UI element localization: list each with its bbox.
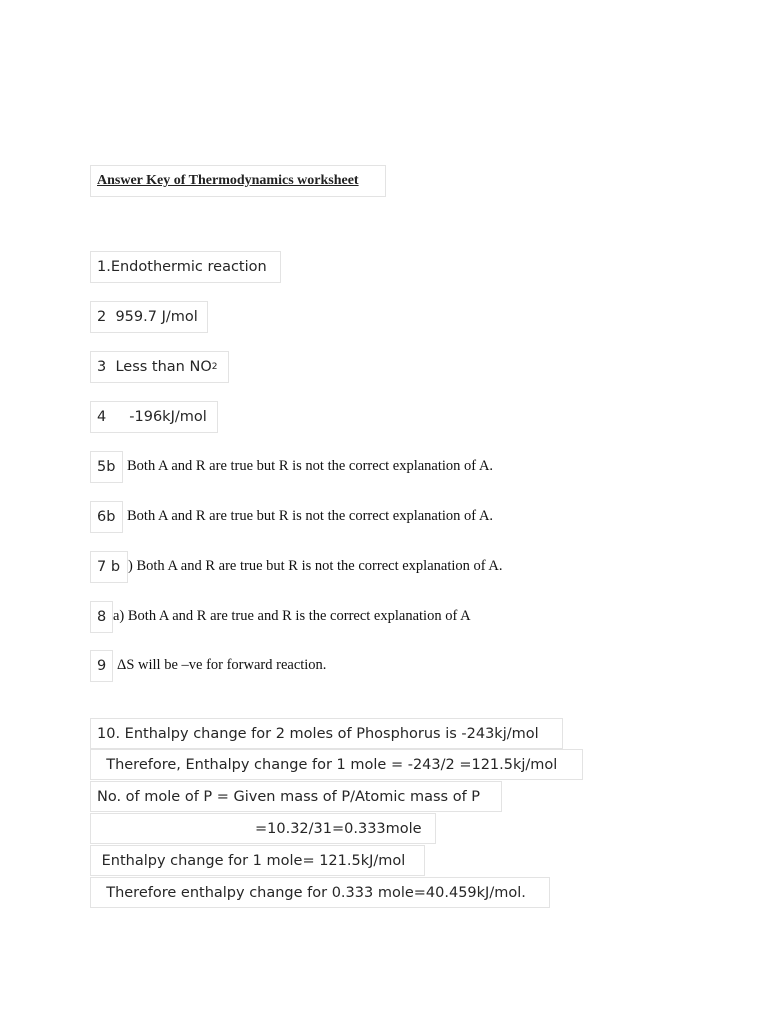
answer-8-label: 8	[90, 601, 113, 633]
worksheet-title: Answer Key of Thermodynamics worksheet	[97, 173, 359, 188]
answer-5-text: Both A and R are true but R is not the correct explanation of A.	[127, 458, 494, 474]
answer-10-line-6: Therefore enthalpy change for 0.333 mole=40.459kJ/mol.	[90, 877, 550, 908]
answer-9-text: ΔS will be –ve for forward reaction.	[117, 657, 327, 673]
answer-3-text: 3 Less than NO	[97, 359, 212, 375]
answer-9-label: 9	[90, 650, 113, 682]
answer-7-text: ) Both A and R are true but R is not the correct explanation of A.	[128, 558, 503, 574]
answer-3-subscript: 2	[211, 362, 218, 372]
answer-1: 1.Endothermic reaction	[90, 251, 281, 283]
answer-3	[90, 351, 229, 383]
answer-10-line-5: Enthalpy change for 1 mole= 121.5kJ/mol	[90, 845, 425, 876]
answer-10-line-1: 10. Enthalpy change for 2 moles of Phosphorus is -243kj/mol	[90, 718, 563, 749]
worksheet-title-box	[90, 165, 386, 197]
answer-8-text: a) Both A and R are true and R is the correct explanation of A	[113, 608, 471, 624]
answer-2: 2 959.7 J/mol	[90, 301, 208, 333]
answer-7-label: 7 b	[90, 551, 128, 583]
answer-6-text: Both A and R are true but R is not the correct explanation of A.	[127, 508, 494, 524]
answer-10-line-3: No. of mole of P = Given mass of P/Atomic mass of P	[90, 781, 502, 812]
answer-6-label: 6b	[90, 501, 123, 533]
answer-5-label: 5b	[90, 451, 123, 483]
answer-10-line-2: Therefore, Enthalpy change for 1 mole = -243/2 =121.5kj/mol	[90, 749, 583, 780]
answer-4: 4 -196kJ/mol	[90, 401, 218, 433]
answer-10-line-4: =10.32/31=0.333mole	[90, 813, 436, 844]
